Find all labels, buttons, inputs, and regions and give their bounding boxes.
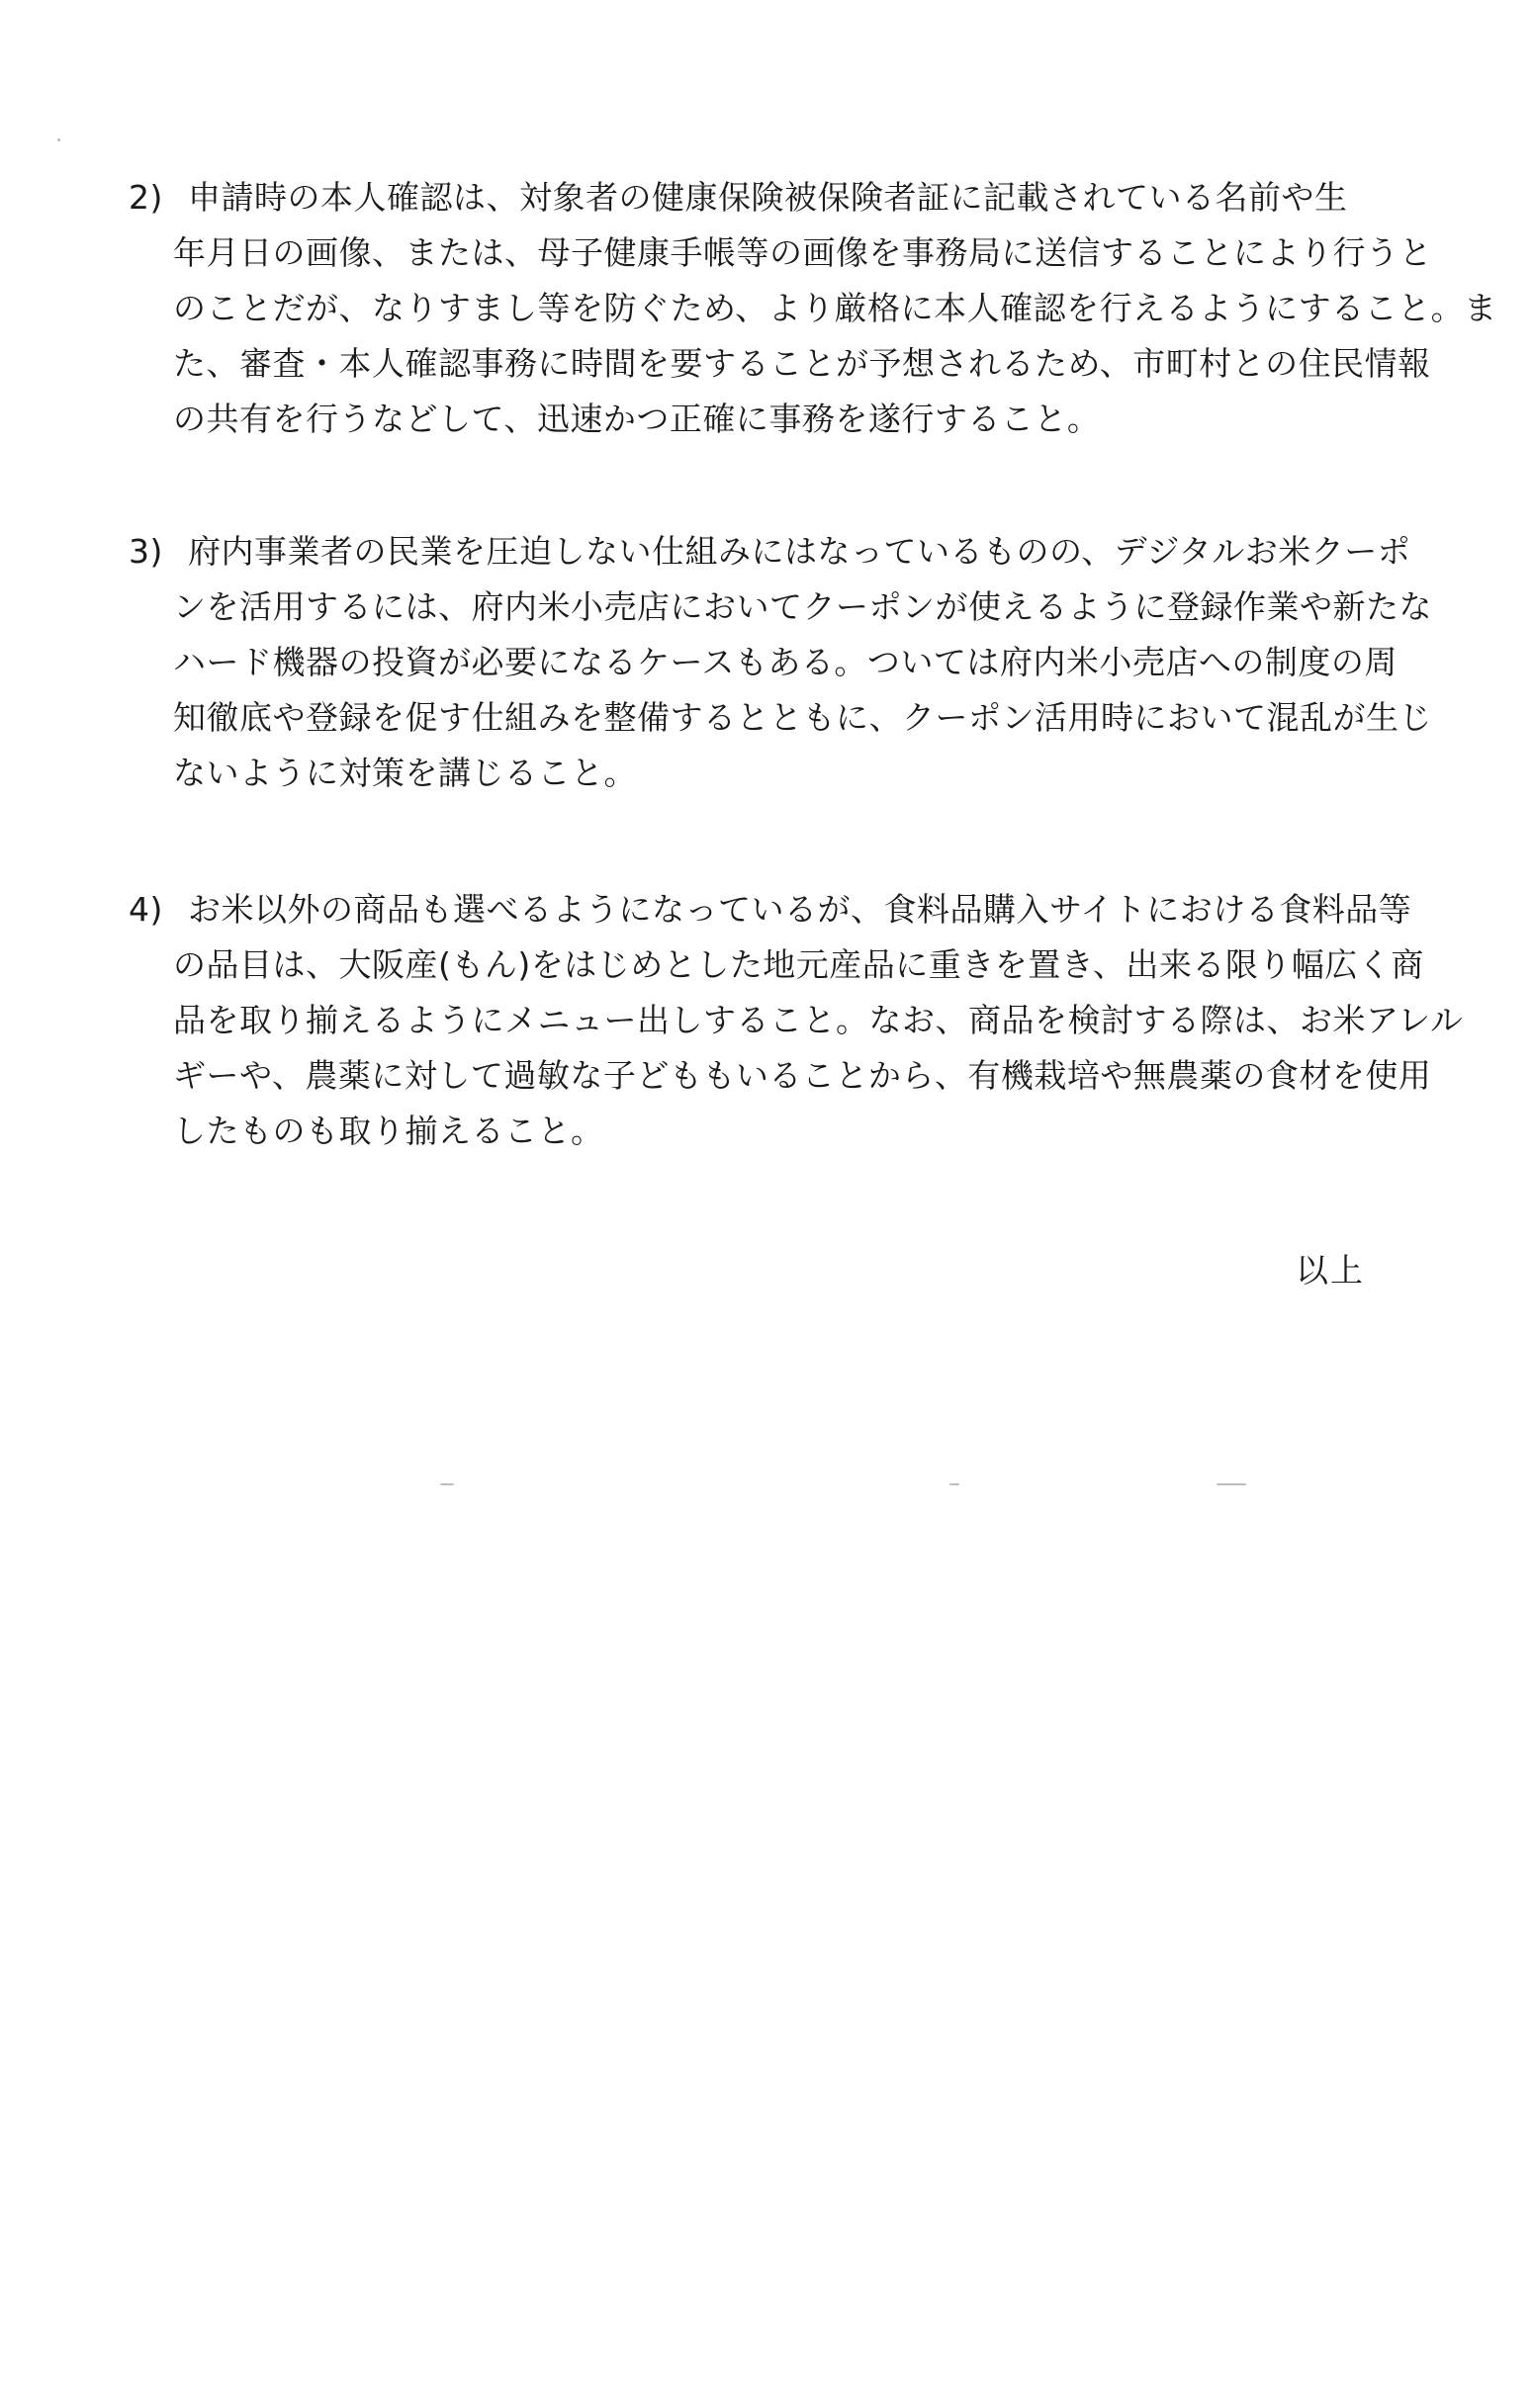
item-line: 品を取り揃えるようにメニュー出しすること。なお、商品を検討する際は、お米アレル: [173, 1001, 1464, 1039]
item-line: [129, 524, 1411, 580]
item-line: の品目は、大阪産(もん)をはじめとした地元産品に重きを置き、出来る限り幅広く商: [173, 945, 1424, 984]
item-line: ンを活用するには、府内米小売店においてクーポンが使えるように登録作業や新たな: [173, 587, 1432, 626]
list-item-4: [129, 882, 1464, 1159]
item-line: 年月日の画像、または、母子健康手帳等の画像を事務局に送信することにより行うと: [173, 233, 1432, 272]
scan-artifact: [1217, 1483, 1246, 1485]
item-line: ないように対策を講じること。: [173, 754, 637, 792]
item-line: た、審査・本人確認事務に時間を要することが予想されるため、市町村との住民情報: [173, 344, 1431, 383]
item-number: 4): [129, 890, 163, 929]
item-number: 2): [129, 178, 163, 217]
item-line: ギーや、農薬に対して過敏な子どももいることから、有機栽培や無農薬の食材を使用: [173, 1056, 1432, 1095]
item-line: [129, 170, 1375, 225]
item-number: 3): [129, 532, 163, 571]
item-line: のことだが、なりすまし等を防ぐため、より厳格に本人確認を行えるようにすること。ま: [173, 289, 1497, 327]
item-text: お米以外の商品も選べるようになっているが、食料品購入サイトにおける食料品等: [188, 890, 1412, 929]
item-line: 知徹底や登録を促す仕組みを整備するとともに、クーポン活用時において混乱が生じ: [173, 698, 1432, 737]
list-item-3: [129, 524, 1432, 801]
scan-artifact: [57, 138, 60, 141]
item-line: の共有を行うなどして、迅速かつ正確に事務を遂行すること。: [173, 400, 1101, 438]
item-text: 申請時の本人確認は、対象者の健康保険被保険者証に記載されている名前や生: [188, 178, 1348, 217]
item-text: 府内事業者の民業を圧迫しない仕組みにはなっているものの、デジタルお米クーポ: [188, 532, 1411, 571]
item-line: したものも取り揃えること。: [173, 1112, 604, 1150]
scan-artifact: [440, 1483, 454, 1485]
item-line: [129, 882, 1412, 937]
scan-artifact: [949, 1483, 959, 1485]
list-item-2: [129, 170, 1497, 447]
closing-text: 以上: [1296, 1251, 1365, 1290]
item-line: ハード機器の投資が必要になるケースもある。ついては府内米小売店への制度の周: [173, 643, 1398, 681]
